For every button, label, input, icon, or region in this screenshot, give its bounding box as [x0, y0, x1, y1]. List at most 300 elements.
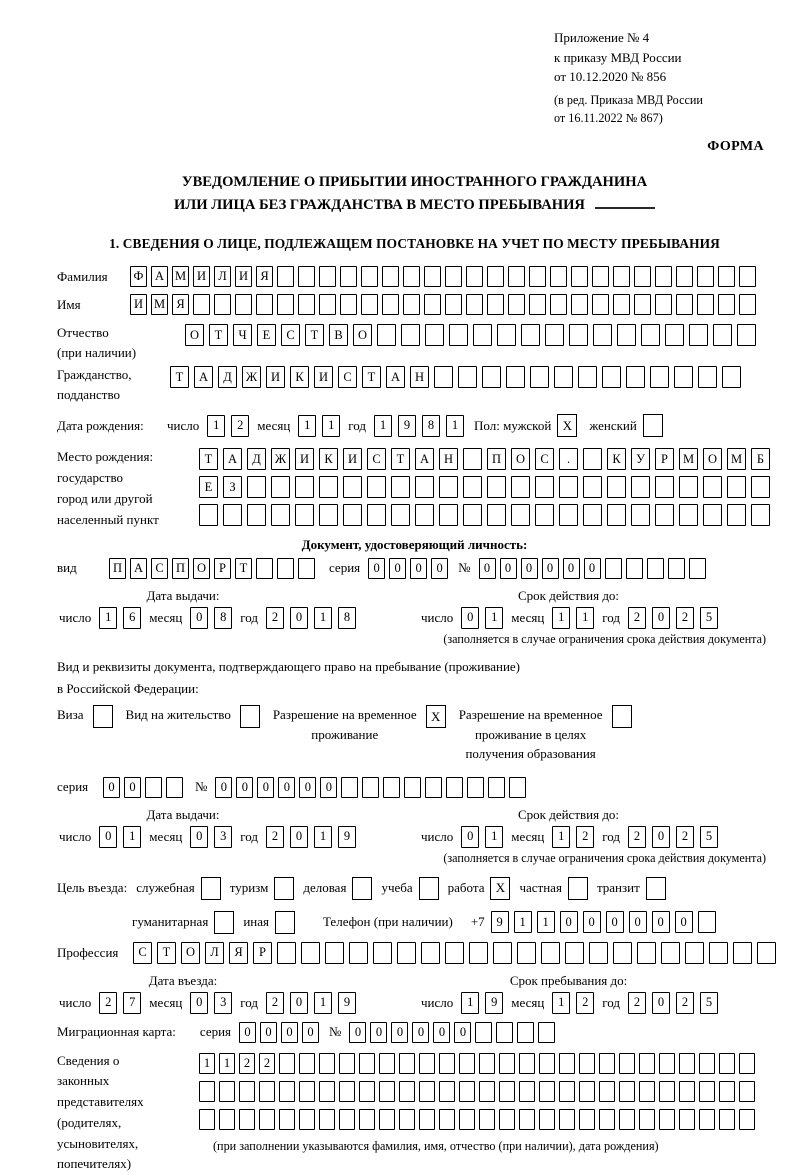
purpose-checkbox[interactable]: [201, 877, 221, 900]
profession-cell[interactable]: [277, 942, 296, 964]
doc-number-cell[interactable]: [647, 558, 664, 579]
patronymic-cell[interactable]: [521, 324, 540, 346]
date-cell[interactable]: 0: [99, 826, 117, 848]
name-cell[interactable]: [487, 294, 504, 315]
patronymic-cell[interactable]: [569, 324, 588, 346]
birthplace-cell[interactable]: И: [295, 448, 314, 470]
date-cell[interactable]: 0: [652, 992, 670, 1014]
date-cell[interactable]: 8: [338, 607, 356, 629]
surname-cell[interactable]: [424, 266, 441, 287]
birthplace-cell[interactable]: [295, 476, 314, 498]
doc-kind-cell[interactable]: П: [172, 558, 189, 579]
representative-cell[interactable]: [699, 1053, 715, 1074]
profession-cell[interactable]: [421, 942, 440, 964]
birthplace-cell[interactable]: П: [487, 448, 506, 470]
representative-cell[interactable]: [359, 1053, 375, 1074]
residence-number-cell[interactable]: [488, 777, 505, 798]
residence-number-cell[interactable]: [362, 777, 379, 798]
doc-number-cell[interactable]: [668, 558, 685, 579]
name-cell[interactable]: [529, 294, 546, 315]
representative-cell[interactable]: [679, 1109, 695, 1130]
birthplace-cell[interactable]: [511, 476, 530, 498]
birthplace-cell[interactable]: [559, 504, 578, 526]
citizenship-cell[interactable]: [578, 366, 597, 388]
profession-cell[interactable]: Я: [229, 942, 248, 964]
date-cell[interactable]: 1: [576, 607, 594, 629]
birthplace-cell[interactable]: [343, 476, 362, 498]
date-cell[interactable]: 1: [99, 607, 117, 629]
residence-number-cell[interactable]: 0: [278, 777, 295, 798]
name-cell[interactable]: [571, 294, 588, 315]
profession-cell[interactable]: [397, 942, 416, 964]
representative-cell[interactable]: [519, 1109, 535, 1130]
profession-cell[interactable]: [613, 942, 632, 964]
purpose-checkbox[interactable]: [352, 877, 372, 900]
birthplace-cell[interactable]: О: [703, 448, 722, 470]
date-cell[interactable]: 1: [485, 826, 503, 848]
name-cell[interactable]: [361, 294, 378, 315]
date-cell[interactable]: 0: [652, 826, 670, 848]
birthplace-cell[interactable]: [703, 504, 722, 526]
profession-cell[interactable]: [517, 942, 536, 964]
residence-series-cell[interactable]: 0: [103, 777, 120, 798]
migration-number-cell[interactable]: [517, 1022, 534, 1043]
representative-cell[interactable]: [259, 1081, 275, 1102]
representative-cell[interactable]: [259, 1109, 275, 1130]
date-cell[interactable]: 2: [676, 607, 694, 629]
patronymic-cell[interactable]: О: [185, 324, 204, 346]
phone-cell[interactable]: 9: [491, 911, 509, 933]
birthplace-cell[interactable]: Т: [199, 448, 218, 470]
birthplace-cell[interactable]: [415, 504, 434, 526]
citizenship-cell[interactable]: [458, 366, 477, 388]
birthplace-cell[interactable]: К: [319, 448, 338, 470]
migration-number-cell[interactable]: 0: [370, 1022, 387, 1043]
purpose-checkbox[interactable]: [568, 877, 588, 900]
citizenship-cell[interactable]: И: [266, 366, 285, 388]
representative-cell[interactable]: [699, 1081, 715, 1102]
name-cell[interactable]: [466, 294, 483, 315]
representative-cell[interactable]: [379, 1081, 395, 1102]
citizenship-cell[interactable]: [722, 366, 741, 388]
date-cell[interactable]: 2: [576, 826, 594, 848]
patronymic-cell[interactable]: [425, 324, 444, 346]
migration-series-cell[interactable]: 0: [281, 1022, 298, 1043]
name-cell[interactable]: [193, 294, 210, 315]
date-cell[interactable]: 1: [374, 415, 392, 437]
surname-cell[interactable]: [718, 266, 735, 287]
migration-series-cell[interactable]: 0: [302, 1022, 319, 1043]
profession-cell[interactable]: [301, 942, 320, 964]
representative-cell[interactable]: [519, 1053, 535, 1074]
citizenship-cell[interactable]: А: [194, 366, 213, 388]
representative-cell[interactable]: [639, 1053, 655, 1074]
patronymic-cell[interactable]: [665, 324, 684, 346]
phone-cell[interactable]: 1: [514, 911, 532, 933]
date-cell[interactable]: 2: [628, 826, 646, 848]
residence-number-cell[interactable]: [467, 777, 484, 798]
citizenship-cell[interactable]: [698, 366, 717, 388]
representative-cell[interactable]: [599, 1081, 615, 1102]
phone-cell[interactable]: 0: [652, 911, 670, 933]
representative-cell[interactable]: [299, 1081, 315, 1102]
residence-number-cell[interactable]: 0: [320, 777, 337, 798]
representative-cell[interactable]: [739, 1053, 755, 1074]
name-cell[interactable]: М: [151, 294, 168, 315]
name-cell[interactable]: [739, 294, 756, 315]
birthplace-cell[interactable]: [463, 448, 482, 470]
representative-cell[interactable]: [199, 1109, 215, 1130]
patronymic-cell[interactable]: [713, 324, 732, 346]
representative-cell[interactable]: [239, 1109, 255, 1130]
migration-number-cell[interactable]: [475, 1022, 492, 1043]
citizenship-cell[interactable]: [530, 366, 549, 388]
phone-cell[interactable]: 0: [675, 911, 693, 933]
birthplace-cell[interactable]: Е: [199, 476, 218, 498]
date-cell[interactable]: 8: [214, 607, 232, 629]
name-cell[interactable]: [382, 294, 399, 315]
migration-number-cell[interactable]: 0: [349, 1022, 366, 1043]
residence-number-cell[interactable]: [509, 777, 526, 798]
birthplace-cell[interactable]: М: [679, 448, 698, 470]
date-cell[interactable]: 0: [652, 607, 670, 629]
date-cell[interactable]: 9: [338, 826, 356, 848]
name-cell[interactable]: Я: [172, 294, 189, 315]
citizenship-cell[interactable]: Ж: [242, 366, 261, 388]
representative-cell[interactable]: [659, 1109, 675, 1130]
representative-cell[interactable]: [359, 1081, 375, 1102]
phone-cell[interactable]: 0: [606, 911, 624, 933]
phone-cell[interactable]: [698, 911, 716, 933]
profession-cell[interactable]: [685, 942, 704, 964]
representative-cell[interactable]: [719, 1109, 735, 1130]
birthplace-cell[interactable]: [247, 504, 266, 526]
citizenship-cell[interactable]: [650, 366, 669, 388]
doc-kind-cell[interactable]: [277, 558, 294, 579]
profession-cell[interactable]: [325, 942, 344, 964]
profession-cell[interactable]: О: [181, 942, 200, 964]
profession-cell[interactable]: [445, 942, 464, 964]
name-cell[interactable]: [277, 294, 294, 315]
birthplace-cell[interactable]: .: [559, 448, 578, 470]
birthplace-cell[interactable]: [439, 476, 458, 498]
purpose-checkbox[interactable]: [274, 877, 294, 900]
surname-cell[interactable]: А: [151, 266, 168, 287]
temp-residence-education-checkbox[interactable]: [612, 705, 632, 728]
female-checkbox[interactable]: [643, 414, 663, 437]
citizenship-cell[interactable]: [506, 366, 525, 388]
representative-cell[interactable]: 2: [259, 1053, 275, 1074]
date-cell[interactable]: 2: [266, 826, 284, 848]
patronymic-cell[interactable]: С: [281, 324, 300, 346]
representative-cell[interactable]: [439, 1053, 455, 1074]
representative-cell[interactable]: [619, 1081, 635, 1102]
birthplace-cell[interactable]: З: [223, 476, 242, 498]
citizenship-cell[interactable]: [554, 366, 573, 388]
representative-cell[interactable]: [439, 1081, 455, 1102]
surname-cell[interactable]: [382, 266, 399, 287]
migration-number-cell[interactable]: 0: [391, 1022, 408, 1043]
date-cell[interactable]: 9: [398, 415, 416, 437]
purpose-checkbox[interactable]: [214, 911, 234, 934]
birthplace-cell[interactable]: [559, 476, 578, 498]
profession-cell[interactable]: [757, 942, 776, 964]
date-cell[interactable]: 1: [123, 826, 141, 848]
date-cell[interactable]: 5: [700, 607, 718, 629]
birthplace-cell[interactable]: [727, 476, 746, 498]
surname-cell[interactable]: [634, 266, 651, 287]
birthplace-cell[interactable]: [487, 504, 506, 526]
date-cell[interactable]: 1: [446, 415, 464, 437]
representative-cell[interactable]: [699, 1109, 715, 1130]
birthplace-cell[interactable]: [511, 504, 530, 526]
residence-number-cell[interactable]: [341, 777, 358, 798]
birthplace-cell[interactable]: Д: [247, 448, 266, 470]
representative-cell[interactable]: [279, 1109, 295, 1130]
citizenship-cell[interactable]: [602, 366, 621, 388]
doc-series-cell[interactable]: 0: [389, 558, 406, 579]
purpose-checkbox[interactable]: [646, 877, 666, 900]
birthplace-cell[interactable]: К: [607, 448, 626, 470]
patronymic-cell[interactable]: Т: [209, 324, 228, 346]
representative-cell[interactable]: [419, 1053, 435, 1074]
name-cell[interactable]: [592, 294, 609, 315]
representative-cell[interactable]: [599, 1109, 615, 1130]
purpose-checkbox[interactable]: [419, 877, 439, 900]
name-cell[interactable]: [718, 294, 735, 315]
birthplace-cell[interactable]: [391, 504, 410, 526]
representative-cell[interactable]: 2: [239, 1053, 255, 1074]
doc-number-cell[interactable]: 0: [542, 558, 559, 579]
date-cell[interactable]: 9: [338, 992, 356, 1014]
migration-series-cell[interactable]: 0: [239, 1022, 256, 1043]
patronymic-cell[interactable]: [449, 324, 468, 346]
date-cell[interactable]: 3: [214, 992, 232, 1014]
representative-cell[interactable]: [319, 1109, 335, 1130]
temp-residence-checkbox[interactable]: X: [426, 705, 446, 728]
representative-cell[interactable]: [199, 1081, 215, 1102]
birthplace-cell[interactable]: Т: [391, 448, 410, 470]
doc-series-cell[interactable]: 0: [410, 558, 427, 579]
date-cell[interactable]: 2: [676, 992, 694, 1014]
date-cell[interactable]: 0: [290, 992, 308, 1014]
representative-cell[interactable]: [559, 1053, 575, 1074]
representative-cell[interactable]: [399, 1081, 415, 1102]
citizenship-cell[interactable]: [434, 366, 453, 388]
doc-number-cell[interactable]: 0: [521, 558, 538, 579]
profession-cell[interactable]: [637, 942, 656, 964]
profession-cell[interactable]: [661, 942, 680, 964]
birthplace-cell[interactable]: [319, 504, 338, 526]
surname-cell[interactable]: Ф: [130, 266, 147, 287]
representative-cell[interactable]: [599, 1053, 615, 1074]
residence-series-cell[interactable]: 0: [124, 777, 141, 798]
surname-cell[interactable]: [298, 266, 315, 287]
doc-number-cell[interactable]: 0: [479, 558, 496, 579]
surname-cell[interactable]: М: [172, 266, 189, 287]
birthplace-cell[interactable]: [391, 476, 410, 498]
purpose-checkbox[interactable]: [275, 911, 295, 934]
representative-cell[interactable]: [499, 1081, 515, 1102]
date-cell[interactable]: 7: [123, 992, 141, 1014]
birthplace-cell[interactable]: [463, 504, 482, 526]
date-cell[interactable]: 2: [628, 992, 646, 1014]
date-cell[interactable]: 0: [190, 992, 208, 1014]
doc-number-cell[interactable]: [605, 558, 622, 579]
representative-cell[interactable]: [279, 1081, 295, 1102]
date-cell[interactable]: 1: [314, 607, 332, 629]
birthplace-cell[interactable]: [751, 476, 770, 498]
patronymic-cell[interactable]: Е: [257, 324, 276, 346]
doc-number-cell[interactable]: 0: [563, 558, 580, 579]
birthplace-cell[interactable]: [583, 476, 602, 498]
birthplace-cell[interactable]: [247, 476, 266, 498]
purpose-checkbox[interactable]: X: [490, 877, 510, 900]
representative-cell[interactable]: [679, 1081, 695, 1102]
profession-cell[interactable]: Т: [157, 942, 176, 964]
representative-cell[interactable]: [739, 1081, 755, 1102]
citizenship-cell[interactable]: И: [314, 366, 333, 388]
surname-cell[interactable]: [529, 266, 546, 287]
representative-cell[interactable]: [559, 1109, 575, 1130]
name-cell[interactable]: [445, 294, 462, 315]
date-cell[interactable]: 1: [298, 415, 316, 437]
citizenship-cell[interactable]: Д: [218, 366, 237, 388]
birthplace-cell[interactable]: [487, 476, 506, 498]
date-cell[interactable]: 1: [322, 415, 340, 437]
representative-cell[interactable]: [319, 1053, 335, 1074]
surname-cell[interactable]: Л: [214, 266, 231, 287]
name-cell[interactable]: [424, 294, 441, 315]
patronymic-cell[interactable]: [473, 324, 492, 346]
representative-cell[interactable]: [639, 1081, 655, 1102]
citizenship-cell[interactable]: К: [290, 366, 309, 388]
surname-cell[interactable]: [571, 266, 588, 287]
representative-cell[interactable]: [439, 1109, 455, 1130]
doc-number-cell[interactable]: 0: [584, 558, 601, 579]
birthplace-cell[interactable]: [583, 448, 602, 470]
phone-cell[interactable]: 1: [537, 911, 555, 933]
representative-cell[interactable]: [619, 1109, 635, 1130]
representative-cell[interactable]: [579, 1109, 595, 1130]
patronymic-cell[interactable]: [617, 324, 636, 346]
name-cell[interactable]: И: [130, 294, 147, 315]
representative-cell[interactable]: [339, 1109, 355, 1130]
profession-cell[interactable]: [469, 942, 488, 964]
patronymic-cell[interactable]: [689, 324, 708, 346]
doc-kind-cell[interactable]: [256, 558, 273, 579]
date-cell[interactable]: 1: [552, 992, 570, 1014]
birthplace-cell[interactable]: С: [367, 448, 386, 470]
date-cell[interactable]: 8: [422, 415, 440, 437]
name-cell[interactable]: [214, 294, 231, 315]
patronymic-cell[interactable]: [377, 324, 396, 346]
representative-cell[interactable]: [279, 1053, 295, 1074]
date-cell[interactable]: 0: [290, 607, 308, 629]
representative-cell[interactable]: [339, 1053, 355, 1074]
representative-cell[interactable]: [499, 1109, 515, 1130]
doc-kind-cell[interactable]: Т: [235, 558, 252, 579]
representative-cell[interactable]: [339, 1081, 355, 1102]
date-cell[interactable]: 2: [231, 415, 249, 437]
citizenship-cell[interactable]: [674, 366, 693, 388]
surname-cell[interactable]: [319, 266, 336, 287]
date-cell[interactable]: 1: [552, 607, 570, 629]
citizenship-cell[interactable]: [482, 366, 501, 388]
name-cell[interactable]: [508, 294, 525, 315]
representative-cell[interactable]: [579, 1053, 595, 1074]
birthplace-cell[interactable]: А: [415, 448, 434, 470]
patronymic-cell[interactable]: [545, 324, 564, 346]
doc-series-cell[interactable]: 0: [368, 558, 385, 579]
citizenship-cell[interactable]: Н: [410, 366, 429, 388]
surname-cell[interactable]: [466, 266, 483, 287]
profession-cell[interactable]: Р: [253, 942, 272, 964]
representative-cell[interactable]: [459, 1081, 475, 1102]
doc-number-cell[interactable]: [626, 558, 643, 579]
representative-cell[interactable]: [419, 1081, 435, 1102]
birthplace-cell[interactable]: [199, 504, 218, 526]
date-cell[interactable]: 1: [552, 826, 570, 848]
surname-cell[interactable]: Я: [256, 266, 273, 287]
birthplace-cell[interactable]: А: [223, 448, 242, 470]
birthplace-cell[interactable]: Ж: [271, 448, 290, 470]
date-cell[interactable]: 0: [461, 607, 479, 629]
residence-series-cell[interactable]: [166, 777, 183, 798]
representative-cell[interactable]: [579, 1081, 595, 1102]
citizenship-cell[interactable]: Т: [362, 366, 381, 388]
doc-kind-cell[interactable]: С: [151, 558, 168, 579]
representative-cell[interactable]: [219, 1109, 235, 1130]
date-cell[interactable]: 1: [207, 415, 225, 437]
surname-cell[interactable]: [445, 266, 462, 287]
birthplace-cell[interactable]: [343, 504, 362, 526]
representative-cell[interactable]: [299, 1053, 315, 1074]
name-cell[interactable]: [235, 294, 252, 315]
date-cell[interactable]: 5: [700, 992, 718, 1014]
migration-number-cell[interactable]: [538, 1022, 555, 1043]
surname-cell[interactable]: [592, 266, 609, 287]
representative-cell[interactable]: [539, 1053, 555, 1074]
name-cell[interactable]: [550, 294, 567, 315]
date-cell[interactable]: 2: [676, 826, 694, 848]
date-cell[interactable]: 1: [485, 607, 503, 629]
migration-number-cell[interactable]: 0: [454, 1022, 471, 1043]
representative-cell[interactable]: [459, 1053, 475, 1074]
date-cell[interactable]: 2: [99, 992, 117, 1014]
birthplace-cell[interactable]: С: [535, 448, 554, 470]
representative-cell[interactable]: [479, 1109, 495, 1130]
birthplace-cell[interactable]: [655, 504, 674, 526]
surname-cell[interactable]: [676, 266, 693, 287]
doc-kind-cell[interactable]: Р: [214, 558, 231, 579]
name-cell[interactable]: [298, 294, 315, 315]
birthplace-cell[interactable]: [223, 504, 242, 526]
representative-cell[interactable]: 1: [219, 1053, 235, 1074]
phone-cell[interactable]: 0: [629, 911, 647, 933]
migration-series-cell[interactable]: 0: [260, 1022, 277, 1043]
phone-cell[interactable]: 0: [583, 911, 601, 933]
name-cell[interactable]: [697, 294, 714, 315]
surname-cell[interactable]: [340, 266, 357, 287]
profession-cell[interactable]: [709, 942, 728, 964]
doc-kind-cell[interactable]: О: [193, 558, 210, 579]
representative-cell[interactable]: [719, 1081, 735, 1102]
name-cell[interactable]: [634, 294, 651, 315]
representative-cell[interactable]: [659, 1053, 675, 1074]
surname-cell[interactable]: И: [235, 266, 252, 287]
representative-cell[interactable]: [679, 1053, 695, 1074]
